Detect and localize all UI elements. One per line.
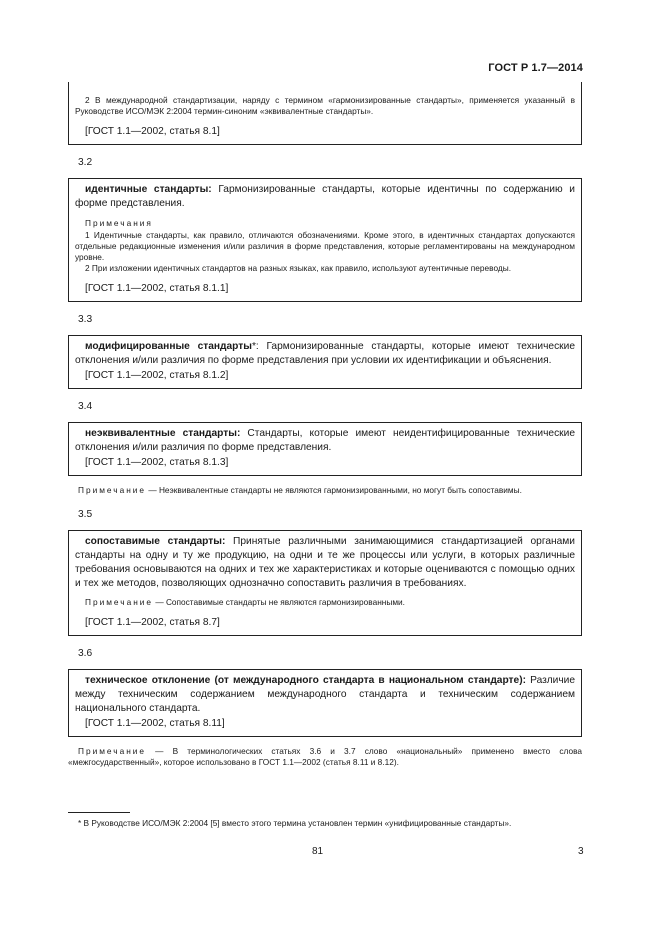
source-reference: [ГОСТ 1.1—2002, статья 8.1.3]: [85, 457, 229, 469]
page-number-center: 81: [312, 846, 324, 857]
source-reference: [ГОСТ 1.1—2002, статья 8.1.1]: [85, 283, 229, 295]
term-definition: [75, 183, 575, 211]
notes-heading: Примечания: [85, 218, 153, 229]
definition-text: Стандарты, которые имеют неидентифицированные технические отклонения и/или различия по форме представления.: [75, 428, 575, 454]
term-block-3-5: [68, 530, 582, 636]
term-block-3-6: [68, 669, 582, 737]
final-note: Примечание — В терминологических статьях 3.6 и 3.7 слово «национальный» применено вместо слова «межгосударственный», которое использовано в ГОСТ 1.1—2002 (статья 8.11 и 8.12).: [68, 745, 582, 768]
note-text: 2 В международной стандартизации, наряду с термином «гармонизированные стандарты», применяется указанный в Руководстве ИСО/МЭК 2:2004 термин-синоним «эквивалентные стандарты».: [75, 95, 575, 117]
term-name: сопоставимые стандарты:: [85, 535, 226, 547]
term-name: модифицированные стандарты: [85, 341, 252, 353]
section-number: 3.5: [78, 508, 93, 520]
term-block-3-3: [68, 335, 582, 389]
page-content: [68, 82, 582, 768]
term-name: неэквивалентные стандарты:: [85, 428, 241, 440]
source-reference: [ГОСТ 1.1—2002, статья 8.11]: [85, 717, 225, 729]
term-definition: [75, 340, 575, 368]
section-number: 3.3: [78, 314, 93, 326]
section-number: 3.4: [78, 401, 93, 413]
source-reference: [ГОСТ 1.1—2002, статья 8.7]: [85, 616, 220, 628]
footnote-separator: [68, 812, 130, 813]
document-code: ГОСТ Р 1.7—2014: [488, 62, 583, 74]
term-name: идентичные стандарты:: [85, 184, 212, 196]
term-name: техническое отклонение (от международного стандарта в национальном стандарте):: [85, 674, 526, 686]
source-reference: [ГОСТ 1.1—2002, статья 8.1.2]: [85, 370, 229, 382]
note-text: Примечание — Сопоставимые стандарты не являются гармонизированными.: [85, 596, 405, 607]
footnote-marker: *:: [251, 341, 259, 353]
section-number: 3.2: [78, 157, 93, 169]
section-number: 3.6: [78, 647, 93, 659]
term-block-continued: [68, 82, 582, 145]
source-reference: [ГОСТ 1.1—2002, статья 8.1]: [85, 126, 220, 138]
term-definition: [75, 535, 575, 591]
footnote: * В Руководстве ИСО/МЭК 2:2004 [5] вместо этого термина установлен термин «унифицированные стандарты».: [78, 818, 512, 828]
term-definition: [75, 674, 575, 716]
definition-text: Гармонизированные стандарты, которые имеют технические отклонения и/или различия по форме представления при условии их идентификации и объяснения.: [75, 341, 575, 367]
note-outside-block: Примечание — Неэквивалентные стандарты не являются гармонизированными, но могут быть сопоставимы.: [78, 485, 522, 496]
term-definition: [75, 427, 575, 455]
page-number-right: 3: [578, 846, 584, 857]
definition-text: Различие между техническим содержанием международного стандарта и техническим содержанием национального стандарта.: [75, 674, 575, 714]
definition-text: Принятые различными занимающимися стандартизацией органами стандарты на одну и ту же продукцию, на одни и те же процессы или услуги, в которых различные требования основываются на одних и тех же характеристиках и которые оцениваются с помощью одних и тех же методов, позволяющих однозначно сопоставить различия в требованиях.: [75, 535, 575, 589]
term-block-3-4: [68, 422, 582, 476]
definition-text: Гармонизированные стандарты, которые идентичны по содержанию и форме представления.: [75, 184, 575, 210]
term-block-3-2: [68, 178, 582, 302]
note-text: 1 Идентичные стандарты, как правило, отличаются обозначениями. Кроме этого, в идентичных стандартах допускаются отдельные редакционные изменения и/или различия в форме представления, которые регламентированы на международном уровне.: [75, 229, 575, 263]
note-text: 2 При изложении идентичных стандартов на разных языках, как правило, используют аутентичные переводы.: [85, 263, 511, 274]
